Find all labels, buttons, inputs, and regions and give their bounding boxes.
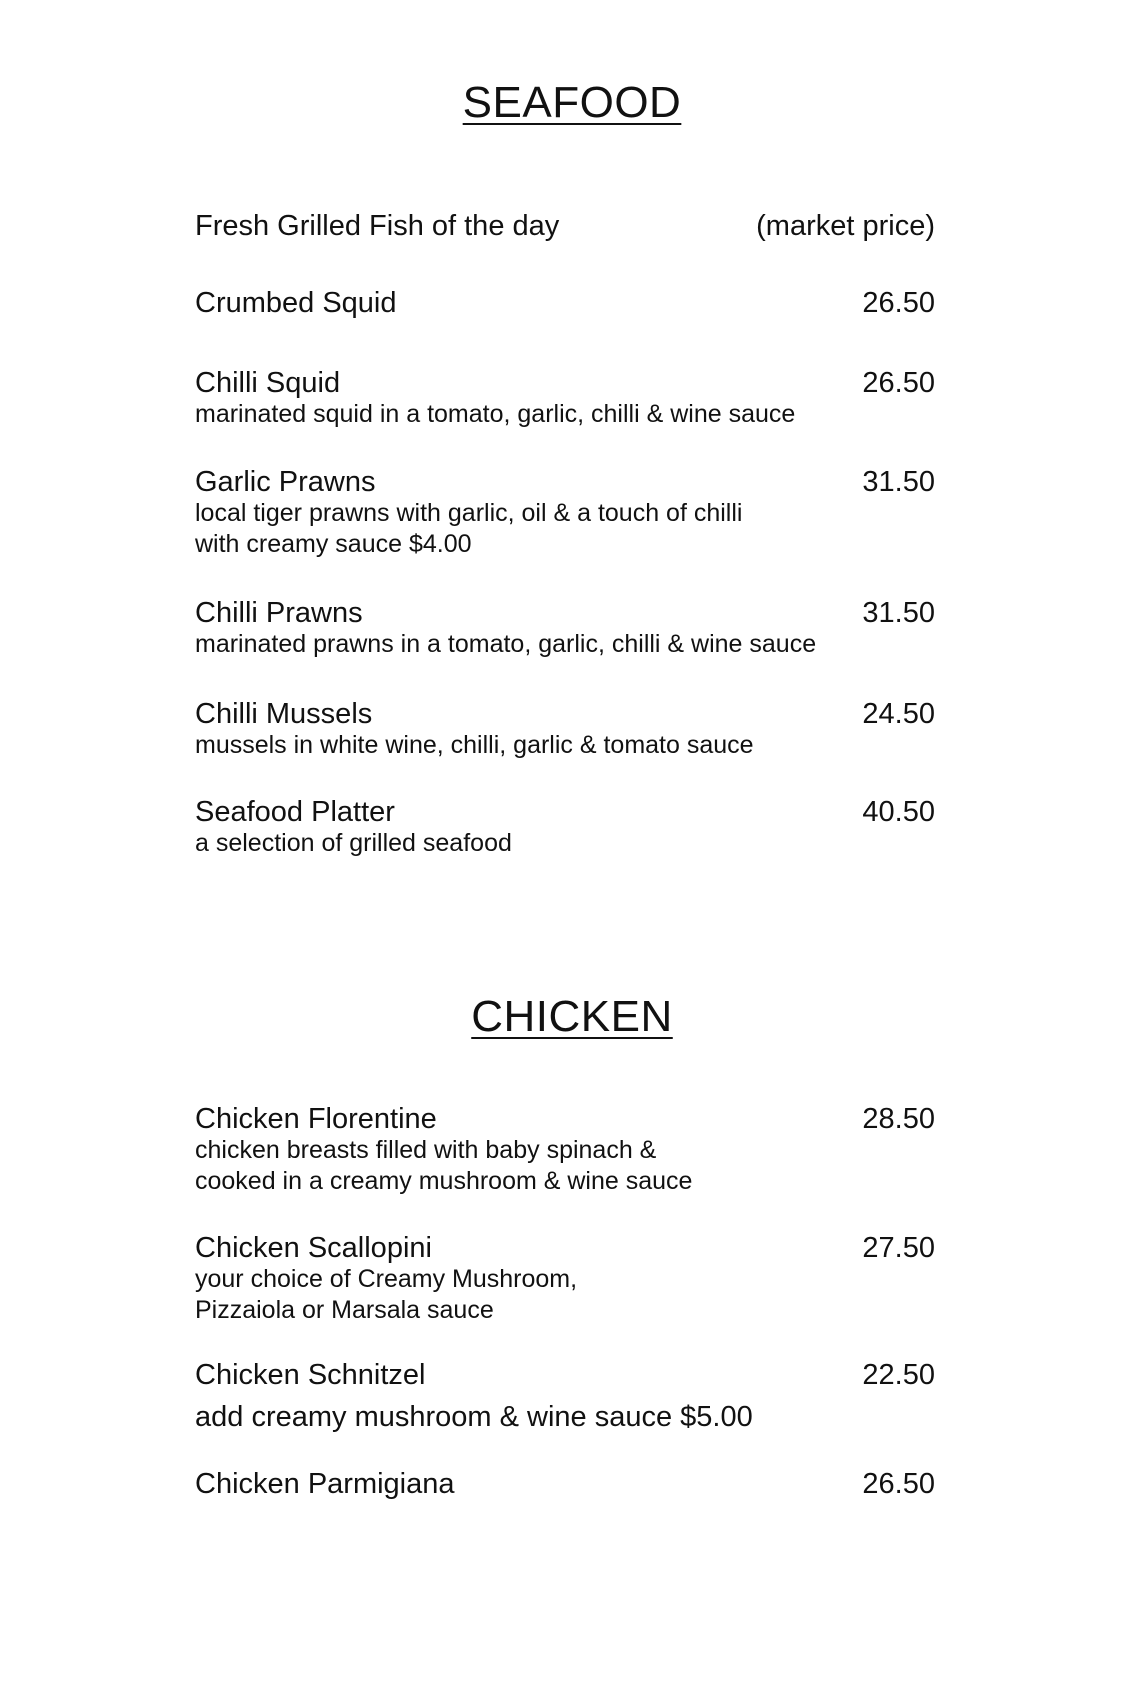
item-name: Chilli Squid	[195, 367, 341, 399]
menu-item	[195, 698, 935, 761]
menu-item	[195, 1468, 935, 1500]
item-name: Chicken Scallopini	[195, 1232, 432, 1264]
item-price: 31.50	[862, 597, 935, 629]
menu-item	[195, 1232, 935, 1326]
item-price: 26.50	[862, 367, 935, 399]
item-price: (market price)	[756, 210, 935, 242]
menu-item	[195, 796, 935, 859]
item-name: Seafood Platter	[195, 796, 395, 828]
item-name: Garlic Prawns	[195, 466, 376, 498]
menu-item	[195, 466, 935, 560]
item-price: 26.50	[862, 287, 935, 319]
seafood-heading: SEAFOOD	[462, 78, 682, 127]
item-description: marinated squid in a tomato, garlic, chilli & wine sauce	[195, 400, 796, 428]
item-description: your choice of Creamy Mushroom,	[195, 1265, 578, 1293]
item-price: 28.50	[862, 1103, 935, 1135]
menu-item	[195, 597, 935, 660]
item-description: mussels in white wine, chilli, garlic & tomato sauce	[195, 731, 754, 759]
item-description: marinated prawns in a tomato, garlic, chilli & wine sauce	[195, 630, 817, 658]
item-description: add creamy mushroom & wine sauce $5.00	[195, 1401, 753, 1433]
item-description: local tiger prawns with garlic, oil & a touch of chilli	[195, 499, 743, 527]
item-description: Pizzaiola or Marsala sauce	[195, 1296, 494, 1324]
item-name: Chilli Prawns	[195, 597, 363, 629]
item-price: 24.50	[862, 698, 935, 730]
item-name: Chicken Parmigiana	[195, 1468, 455, 1500]
item-price: 27.50	[862, 1232, 935, 1264]
menu-item	[195, 287, 935, 319]
item-price: 31.50	[862, 466, 935, 498]
menu-item	[195, 210, 935, 242]
item-description: a selection of grilled seafood	[195, 829, 512, 857]
item-price: 26.50	[862, 1468, 935, 1500]
item-name: Fresh Grilled Fish of the day	[195, 210, 560, 242]
section-title-chicken	[0, 992, 1144, 1042]
item-name: Chilli Mussels	[195, 698, 373, 730]
item-description: with creamy sauce $4.00	[195, 530, 472, 558]
menu-item	[195, 1103, 935, 1197]
section-title-seafood	[0, 78, 1144, 128]
item-name: Chicken Schnitzel	[195, 1359, 426, 1391]
item-price: 40.50	[862, 796, 935, 828]
item-description: cooked in a creamy mushroom & wine sauce	[195, 1167, 693, 1195]
chicken-heading: CHICKEN	[471, 992, 673, 1041]
item-name: Chicken Florentine	[195, 1103, 437, 1135]
item-name: Crumbed Squid	[195, 287, 397, 319]
item-description: chicken breasts filled with baby spinach &	[195, 1136, 657, 1164]
menu-item	[195, 367, 935, 430]
menu-item	[195, 1359, 935, 1435]
item-price: 22.50	[862, 1359, 935, 1391]
